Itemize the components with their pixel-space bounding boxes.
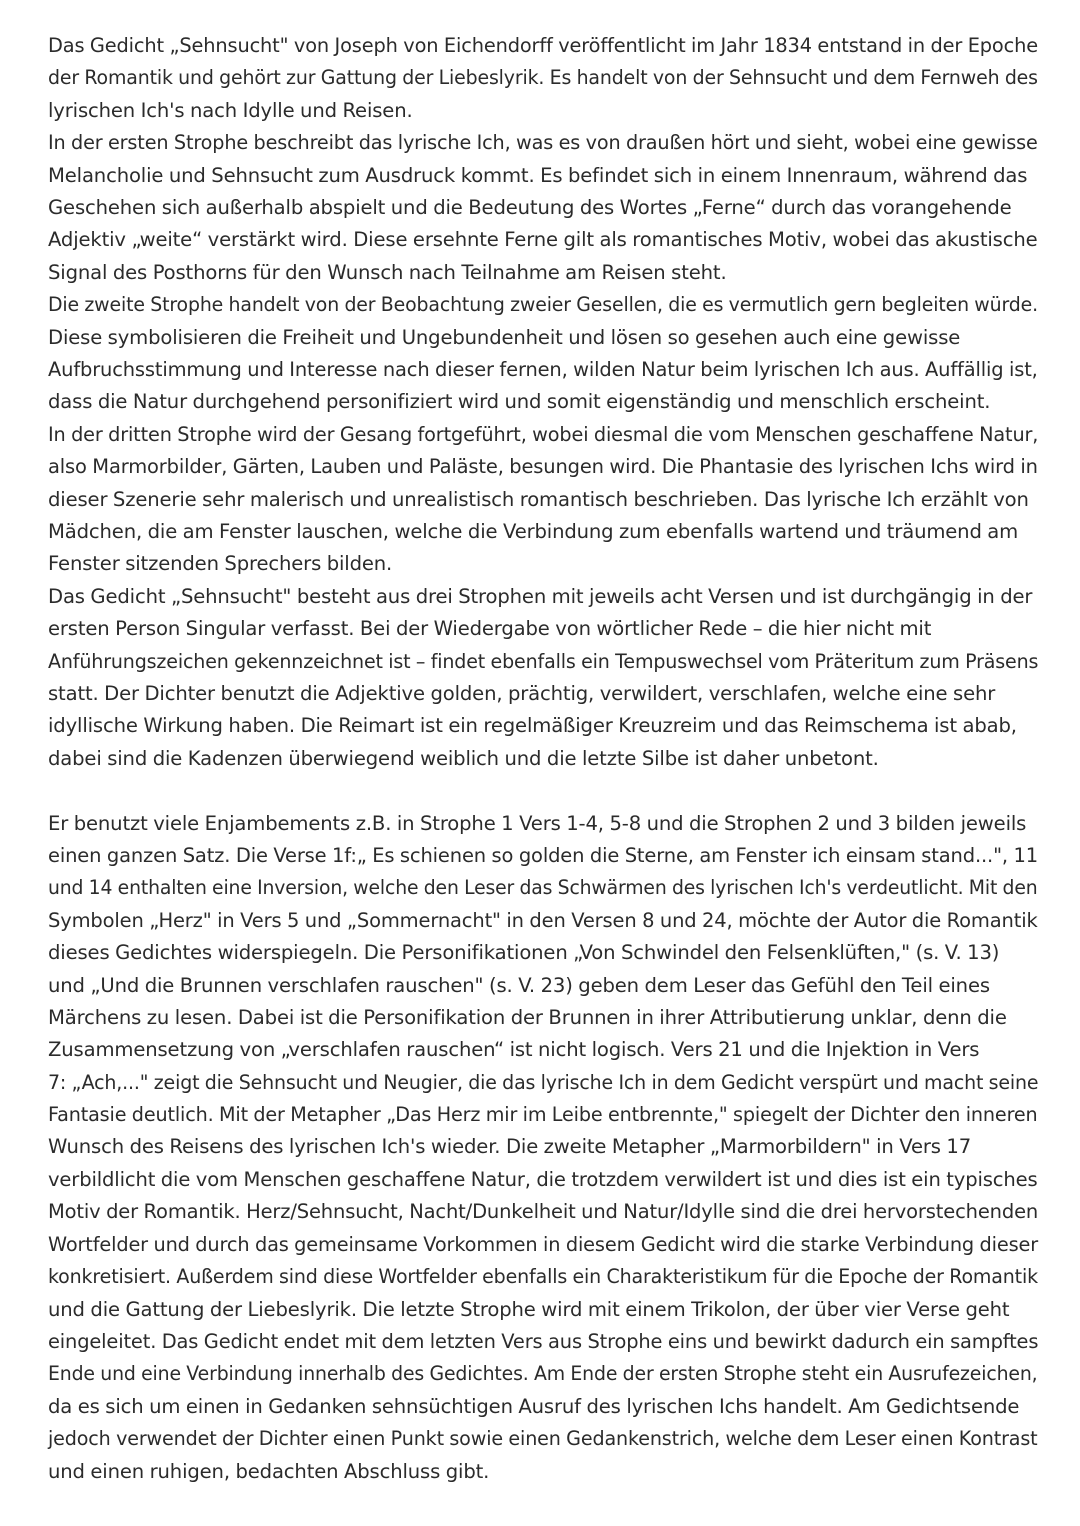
text-line: Zusammensetzung von „verschlafen rauschen“ ist nicht logisch. Vers 21 und die Injektion in Vers <box>48 1038 980 1062</box>
text-line: Das Gedicht „Sehnsucht" von Joseph von Eichendorff veröffentlicht im Jahr 1834 entstand in der Epoche <box>48 34 1038 57</box>
text-line: idyllische Wirkung haben. Die Reimart ist ein regelmäßiger Kreuzreim und das Reimschema ist abab, <box>48 714 1017 738</box>
text-line: Wortfelder und durch das gemeinsame Vorkommen in diesem Gedicht wird die starke Verbindung dieser <box>48 1232 1039 1256</box>
text-line: und die Gattung der Liebeslyrik. Die letzte Strophe wird mit einem Trikolon, der über vier Verse geht <box>48 1297 1010 1321</box>
text-line: Anführungszeichen gekennzeichnet ist – findet ebenfalls ein Tempuswechsel vom Präteritum zum Präsens <box>48 649 1039 673</box>
text-line: und einen ruhigen, bedachten Abschluss gibt. <box>48 1459 490 1483</box>
text-line: Adjektiv „weite“ verstärkt wird. Diese ersehnte Ferne gilt als romantisches Motiv, wobei das akustische <box>48 228 1038 252</box>
text-line: und 14 enthalten eine Inversion, welche den Leser das Schwärmen des lyrischen Ich's verdeutlicht. Mit den <box>48 876 1038 900</box>
text-line: 7: „Ach,..." zeigt die Sehnsucht und Neugier, die das lyrische Ich in dem Gedicht verspürt und macht seine <box>48 1070 1039 1094</box>
text-line: In der dritten Strophe wird der Gesang fortgeführt, wobei diesmal die vom Menschen geschaffene Natur, <box>48 422 1039 446</box>
text-line: Märchens zu lesen. Dabei ist die Personifikation der Brunnen in ihrer Attributierung unklar, denn die <box>48 1005 1007 1029</box>
text-line: Symbolen „Herz" in Vers 5 und „Sommernacht" in den Versen 8 und 24, möchte der Autor die Romantik <box>48 908 1038 932</box>
text-line: jedoch verwendet der Dichter einen Punkt sowie einen Gedankenstrich, welche dem Leser einen Kontrast <box>48 1427 1038 1451</box>
text-line: dabei sind die Kadenzen überwiegend weiblich und die letzte Silbe ist daher unbetont. <box>48 746 879 770</box>
text-line: der Romantik und gehört zur Gattung der Liebeslyrik. Es handelt von der Sehnsucht und dem Fernweh des <box>48 66 1038 90</box>
text-line: dieses Gedichtes widerspiegeln. Die Personifikationen „Von Schwindel den Felsenklüften," (s. V. 13) <box>48 941 1000 965</box>
text-line: dass die Natur durchgehend personifiziert wird und somit eigenständig und menschlich erscheint. <box>48 390 991 414</box>
text-line: Fenster sitzenden Sprechers bilden. <box>48 552 393 576</box>
text-line: Er benutzt viele Enjambements z.B. in Strophe 1 Vers 1-4, 5-8 und die Strophen 2 und 3 bilden jeweils <box>48 811 1027 835</box>
text-line: verbildlicht die vom Menschen geschaffene Natur, die trotzdem verwildert ist und dies ist ein typisches <box>48 1167 1038 1191</box>
text-line: einen ganzen Satz. Die Verse 1f:„ Es schienen so golden die Sterne, am Fenster ich einsam stand...", 11 <box>48 843 1038 867</box>
text-line: also Marmorbilder, Gärten, Lauben und Paläste, besungen wird. Die Phantasie des lyrischen Ichs wird in <box>48 455 1038 479</box>
text-line: Motiv der Romantik. Herz/Sehnsucht, Nacht/Dunkelheit und Natur/Idylle sind die drei hervorstechenden <box>48 1200 1039 1224</box>
text-line: Geschehen sich außerhalb abspielt und die Bedeutung des Wortes „Ferne“ durch das vorangehende <box>48 196 1012 219</box>
text-line: eingeleitet. Das Gedicht endet mit dem letzten Vers aus Strophe eins und bewirkt dadurch ein sampftes <box>48 1329 1039 1353</box>
text-line: Signal des Posthorns für den Wunsch nach Teilnahme am Reisen steht. <box>48 260 727 284</box>
paragraph-gap <box>48 775 1038 807</box>
document-body <box>48 30 1038 1488</box>
text-line: dieser Szenerie sehr malerisch und unrealistisch romantisch beschrieben. Das lyrische Ich erzählt von <box>48 487 1029 511</box>
text-line: Wunsch des Reisens des lyrischen Ich's wieder. Die zweite Metapher „Marmorbildern" in Vers 17 <box>48 1135 972 1159</box>
text-line: Fantasie deutlich. Mit der Metapher „Das Herz mir im Leibe entbrennte," spiegelt der Dichter den inneren <box>48 1103 1038 1127</box>
text-line: lyrischen Ich's nach Idylle und Reisen. <box>48 98 413 122</box>
text-line: konkretisiert. Außerdem sind diese Wortfelder ebenfalls ein Charakteristikum für die Epoche der Romantik <box>48 1265 1038 1289</box>
text-line: statt. Der Dichter benutzt die Adjektive golden, prächtig, verwildert, verschlafen, welche eine sehr <box>48 681 996 705</box>
text-line: Mädchen, die am Fenster lauschen, welche die Verbindung zum ebenfalls wartend und träumend am <box>48 519 1019 543</box>
text-line: da es sich um einen in Gedanken sehnsüchtigen Ausruf des lyrischen Ichs handelt. Am Gedichtsende <box>48 1394 1020 1418</box>
text-line: Aufbruchsstimmung und Interesse nach dieser fernen, wilden Natur beim lyrischen Ich aus. Auffällig ist, <box>48 357 1038 381</box>
text-line: Ende und eine Verbindung innerhalb des Gedichtes. Am Ende der ersten Strophe steht ein Ausrufezeichen, <box>48 1362 1038 1386</box>
text-line: Diese symbolisieren die Freiheit und Ungebundenheit und lösen so gesehen auch eine gewisse <box>48 325 961 349</box>
text-line: und „Und die Brunnen verschlafen rauschen" (s. V. 23) geben dem Leser das Gefühl den Teil eines <box>48 973 990 997</box>
text-line: Die zweite Strophe handelt von der Beobachtung zweier Gesellen, die es vermutlich gern begleiten würde. <box>48 293 1038 317</box>
text-line: Melancholie und Sehnsucht zum Ausdruck kommt. Es befindet sich in einem Innenraum, während das <box>48 163 1028 187</box>
text-line: In der ersten Strophe beschreibt das lyrische Ich, was es von draußen hört und sieht, wobei eine gewisse <box>48 131 1038 155</box>
text-line: ersten Person Singular verfasst. Bei der Wiedergabe von wörtlicher Rede – die hier nicht mit <box>48 617 932 641</box>
text-line: Das Gedicht „Sehnsucht" besteht aus drei Strophen mit jeweils acht Versen und ist durchgängig in der <box>48 584 1033 608</box>
